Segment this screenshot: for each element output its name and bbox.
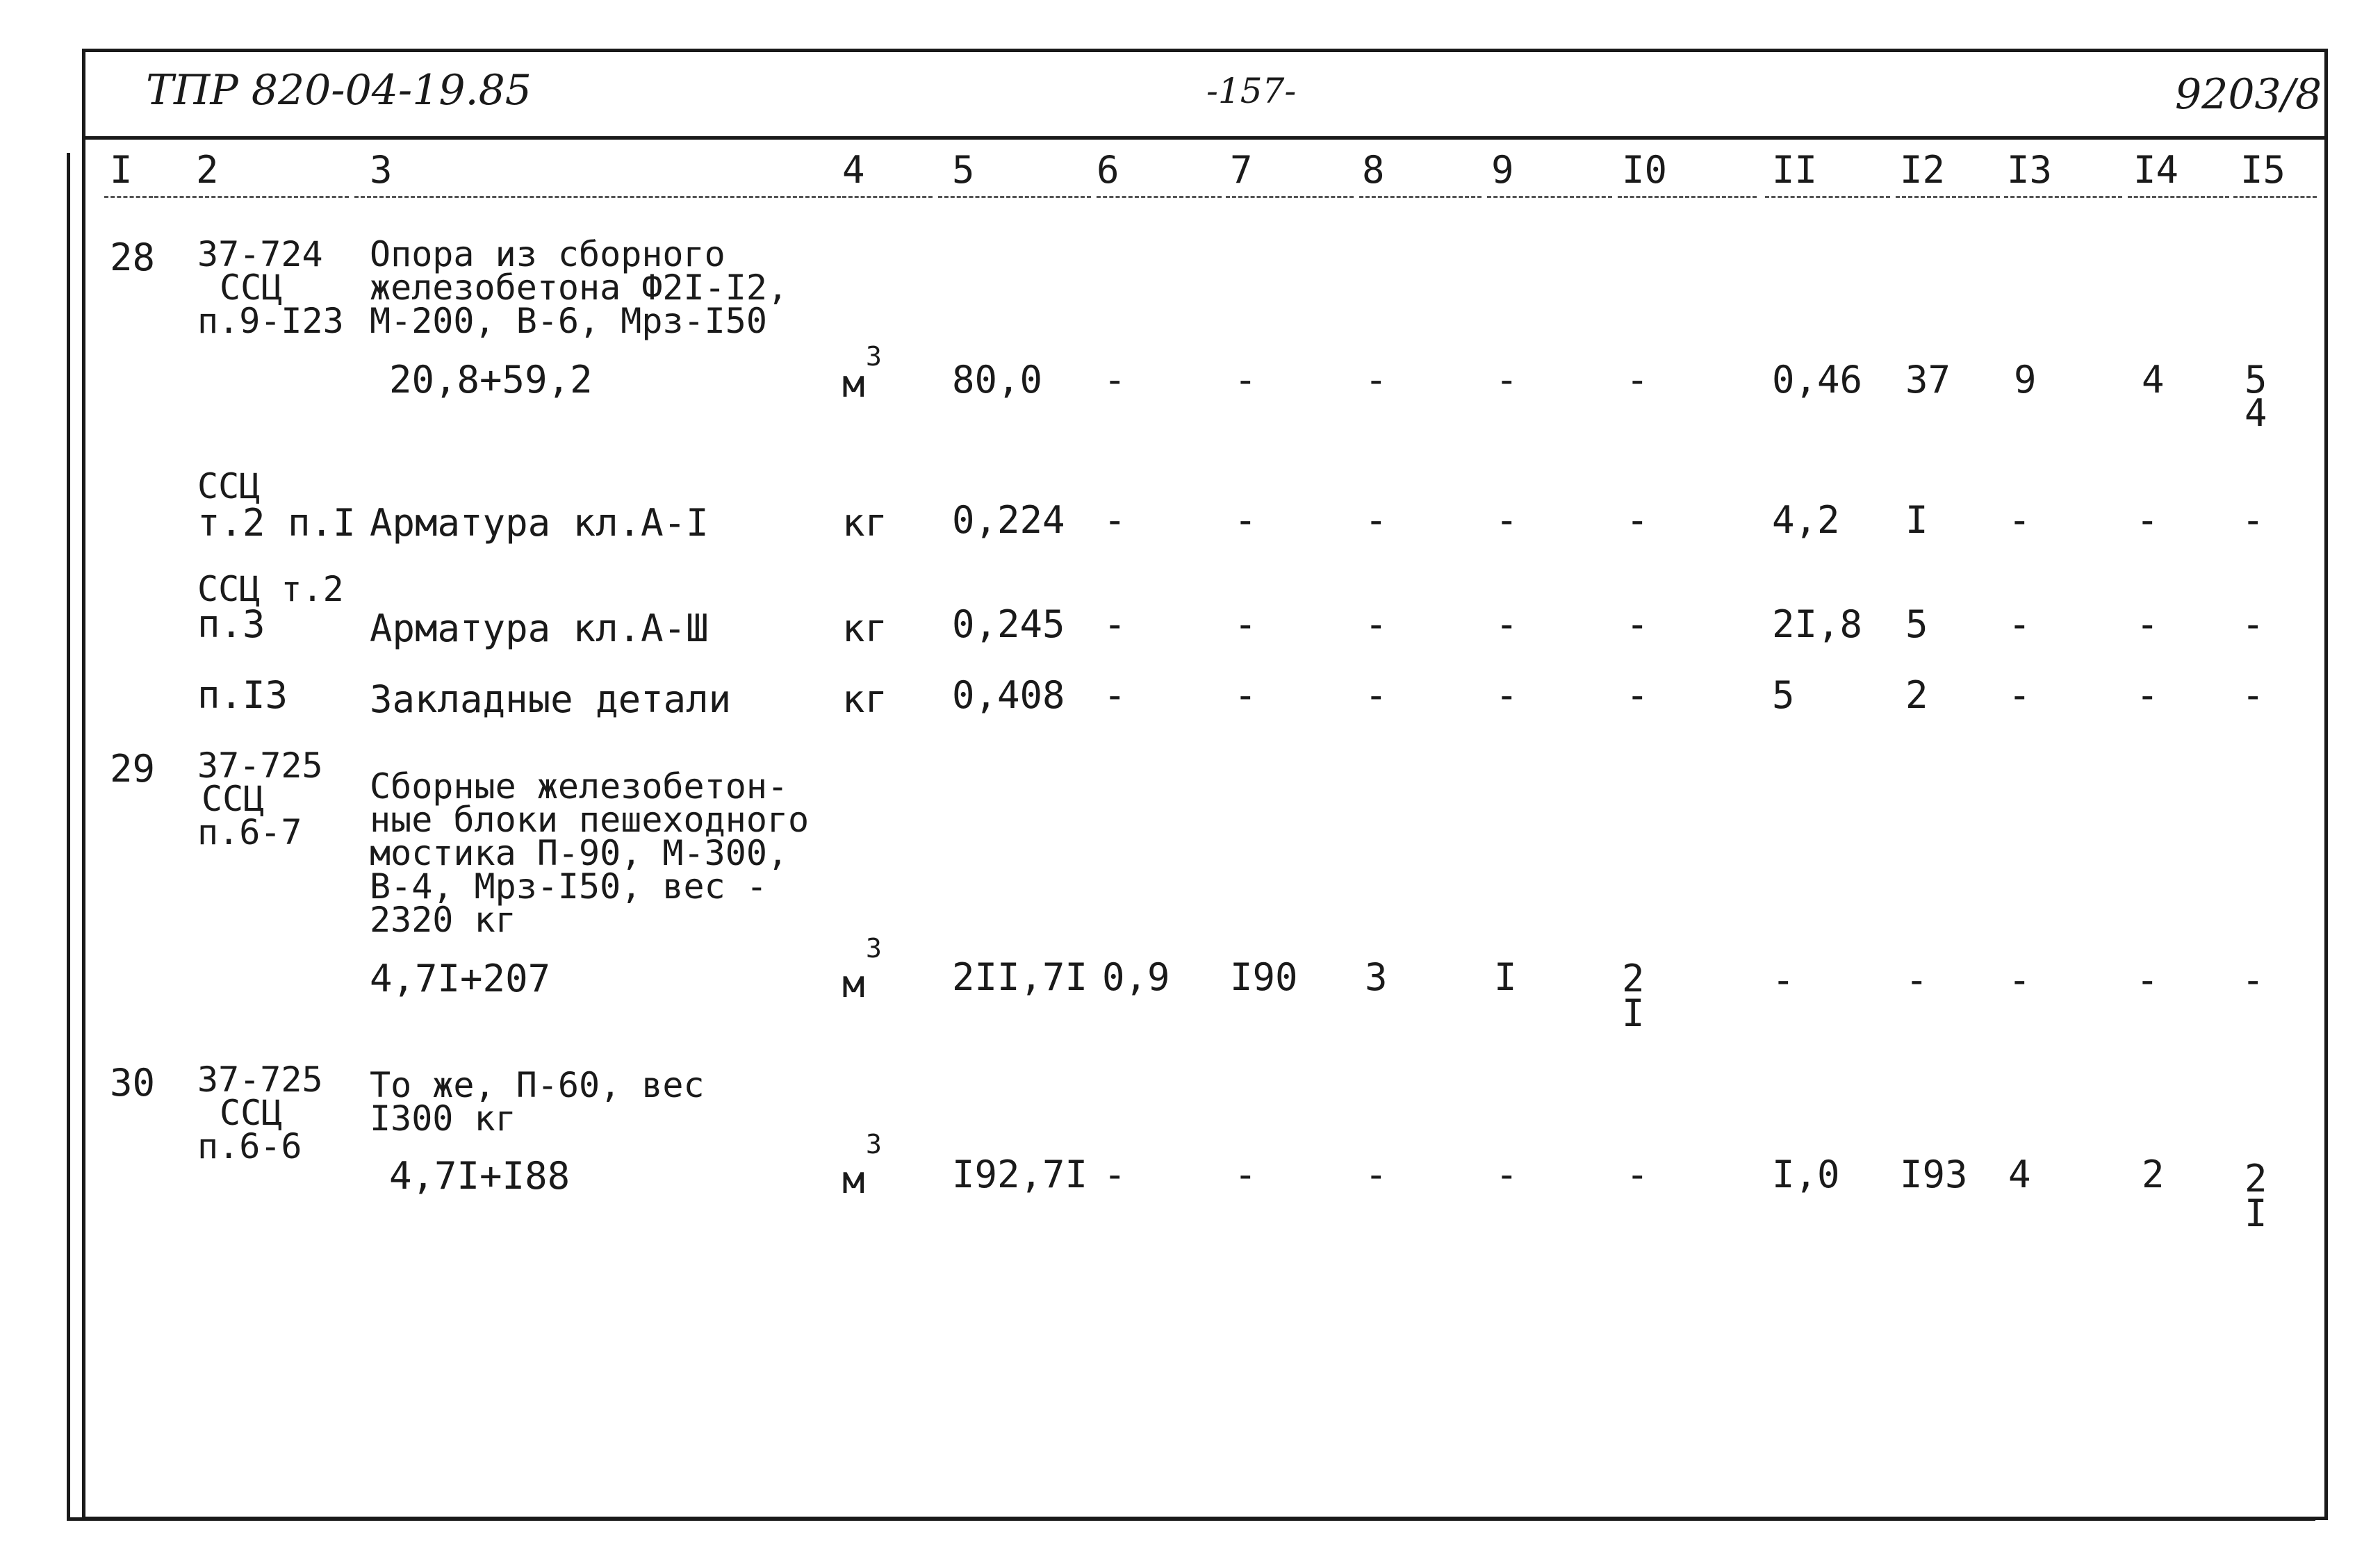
col-rule-12 [1896,196,2000,198]
col-header-7: 7 [1230,148,1253,192]
description-line: ные блоки пешеходного [370,800,810,840]
description-line: В-4, Мрз-I50, вес - [370,866,767,907]
unit: м [842,1158,865,1202]
cell-col8: 3 [1365,955,1388,999]
cell-col10-top: 2 [1622,957,1645,1000]
cell-col11: 0,46 [1772,358,1863,402]
unit-superscript: 3 [866,341,882,372]
cell-col11: - [1772,958,1795,1002]
cell-col9: - [1495,358,1518,402]
col-rule-13 [2004,196,2122,198]
unit-superscript: 3 [866,1129,882,1160]
description-line: I300 кг [370,1098,516,1139]
cell-col9: - [1495,498,1518,542]
cell-col10-bottom: I [1622,991,1645,1035]
price-book: ССЦ [220,1093,283,1133]
col-header-5: 5 [952,148,975,192]
cell-col9: - [1495,673,1518,717]
cell-col5: 2II,7I [952,955,1088,999]
cell-col13: - [2008,498,2031,542]
unit: м [842,362,865,406]
col-rule-10 [1618,196,1757,198]
cell-col12: 37 [1905,358,1951,402]
cell-col15: - [2242,498,2265,542]
col-header-2: 2 [196,148,219,192]
cell-col13: 4 [2008,1153,2031,1196]
row-number: 29 [110,747,156,791]
price-item: т.2 п.I [197,501,356,545]
cell-col10: - [1626,673,1649,717]
col-rule-7 [1226,196,1354,198]
cell-col11: I,0 [1772,1153,1840,1196]
cell-col10: - [1626,1153,1649,1196]
cell-col5: 80,0 [952,358,1043,402]
cell-col14: 4 [2142,358,2165,402]
description: Закладные детали [370,677,732,721]
price-item: п.3 [197,602,265,646]
description-line: Сборные железобетон- [370,766,789,807]
cell-col8: - [1365,358,1388,402]
col-header-9: 9 [1491,148,1514,192]
cell-col6: - [1103,1153,1126,1196]
cell-col15-bottom: 4 [2244,391,2267,435]
cell-col9: I [1494,955,1517,999]
cell-col14: - [2136,602,2159,646]
cell-col9: - [1495,602,1518,646]
cell-col8: - [1365,602,1388,646]
cell-col14: 2 [2142,1153,2165,1196]
cell-col12: I [1905,498,1928,542]
unit-superscript: 3 [866,933,882,964]
cell-col5: I92,7I [952,1153,1088,1196]
col-rule-14 [2128,196,2229,198]
col-rule-6 [1097,196,1222,198]
cell-col14: - [2136,958,2159,1002]
cell-col12: - [1905,958,1928,1002]
cell-col12: 5 [1905,602,1928,646]
cell-col15-bottom: I [2244,1191,2267,1235]
sheet-code: 9203/8 [2175,70,2322,119]
cell-col6: - [1103,358,1126,402]
cell-col11: 4,2 [1772,498,1840,542]
col-rule-8 [1359,196,1482,198]
cell-col6: 0,9 [1102,955,1170,999]
cell-col8: - [1365,673,1388,717]
cell-col15: - [2242,673,2265,717]
quantity-formula: 4,7I+I88 [389,1154,571,1198]
cell-col7: - [1234,1153,1257,1196]
cell-col5: 0,408 [952,673,1065,717]
cell-col10: - [1626,498,1649,542]
cell-col15: - [2242,958,2265,1002]
cell-col13: 9 [2014,358,2037,402]
cell-col8: - [1365,498,1388,542]
row-number: 28 [110,236,156,279]
cell-col10: - [1626,358,1649,402]
col-header-12: I2 [1900,148,1946,192]
cell-col14: - [2136,498,2159,542]
quantity-formula: 4,7I+207 [370,957,551,1000]
cell-col5: 0,224 [952,498,1065,542]
cell-col7: - [1234,358,1257,402]
price-item: п.6-6 [197,1126,302,1166]
doc-code: ТПР 820-04-19.85 [146,66,532,115]
col-header-14: I4 [2133,148,2179,192]
frame-shadow-left [67,153,70,1520]
cell-col7: I90 [1230,955,1298,999]
cell-col8: - [1365,1153,1388,1196]
col-header-4: 4 [842,148,865,192]
col-header-15: I5 [2240,148,2286,192]
cell-col15: - [2242,602,2265,646]
col-header-11: II [1772,148,1818,192]
col-rule-2 [154,196,349,198]
cell-col12: I93 [1900,1153,1968,1196]
price-item: п.9-I23 [197,301,344,341]
unit: кг [842,677,888,721]
price-book: ССЦ [202,779,265,819]
cell-col9: - [1495,1153,1518,1196]
cell-col13: - [2008,602,2031,646]
cell-col5: 0,245 [952,602,1065,646]
cell-col7: - [1234,498,1257,542]
price-code: 37-725 [197,745,323,786]
price-code: 37-725 [197,1059,323,1100]
description-line: мостика П-90, М-300, [370,833,789,873]
price-code: ССЦ [197,466,261,506]
cell-col7: - [1234,602,1257,646]
col-rule-3 [354,196,841,198]
unit: м [842,962,865,1006]
price-item: п.6-7 [197,812,302,852]
cell-col7: - [1234,673,1257,717]
cell-col15-top: 5 [2244,358,2267,402]
col-rule-11 [1765,196,1890,198]
header-divider [82,136,2328,140]
col-rule-15 [2233,196,2317,198]
col-rule-1 [104,196,153,198]
page-number: -157- [1206,71,1297,111]
description-line: Опора из сборного [370,234,725,274]
frame-shadow-bottom [67,1517,2315,1521]
col-rule-5 [938,196,1091,198]
cell-col15-top: 2 [2244,1157,2267,1201]
price-code: 37-724 [197,234,323,274]
description: Арматура кл.А-Ш [370,607,709,650]
row-number: 30 [110,1061,156,1105]
unit: кг [842,607,888,650]
cell-col11: 5 [1772,673,1795,717]
col-header-10: I0 [1622,148,1668,192]
cell-col6: - [1103,673,1126,717]
description-line: 2320 кг [370,900,516,940]
cell-col11: 2I,8 [1772,602,1863,646]
col-rule-9 [1487,196,1612,198]
col-rule-4 [842,196,933,198]
price-book: ССЦ [220,267,283,308]
price-item: п.I3 [197,673,288,717]
col-header-1: I [110,148,133,192]
description-line: М-200, В-6, Мрз-I50 [370,301,767,341]
cell-col14: - [2136,673,2159,717]
col-header-13: I3 [2007,148,2053,192]
col-header-6: 6 [1097,148,1119,192]
cell-col6: - [1103,602,1126,646]
cell-col6: - [1103,498,1126,542]
price-code: ССЦ т.2 [197,569,344,609]
description-line: То же, П-60, вес [370,1065,705,1105]
col-header-8: 8 [1362,148,1385,192]
cell-col13: - [2008,673,2031,717]
cell-col13: - [2008,958,2031,1002]
cell-col12: 2 [1905,673,1928,717]
col-header-3: 3 [370,148,393,192]
unit: кг [842,501,888,545]
description-line: железобетона Ф2I-I2, [370,267,789,308]
description: Арматура кл.А-I [370,501,709,545]
quantity-formula: 20,8+59,2 [389,358,593,402]
cell-col10: - [1626,602,1649,646]
